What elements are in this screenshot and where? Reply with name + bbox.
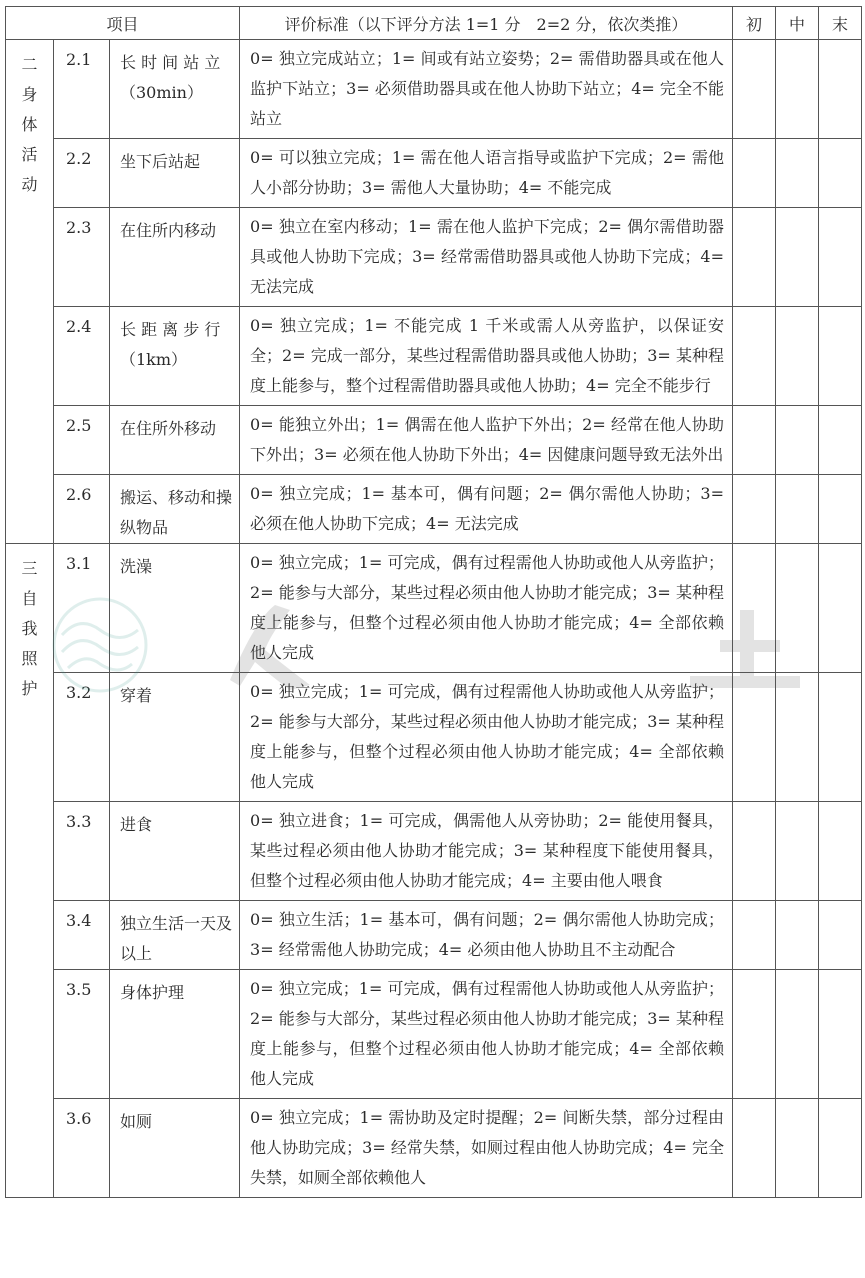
category-char: 二: [21, 55, 38, 74]
score-final-cell[interactable]: [819, 208, 862, 307]
table-row: [6, 673, 862, 802]
table-row: [6, 307, 862, 406]
score-middle-cell[interactable]: [776, 901, 819, 970]
item-name: 独立生活一天及以上: [110, 901, 240, 970]
item-name: 坐下后站起: [110, 139, 240, 208]
header-middle: 中: [776, 7, 819, 40]
score-initial-cell[interactable]: [733, 544, 776, 673]
score-initial-cell[interactable]: [733, 40, 776, 139]
item-criteria: 0= 独立完成；1= 可完成，偶有过程需他人协助或他人从旁监护；2= 能参与大部分，某些过程必须由他人协助才能完成；3= 某种程度上能参与，但整个过程必须由他人协助才能完成；4= 全部依赖他人完成: [240, 673, 733, 802]
score-final-cell[interactable]: [819, 970, 862, 1099]
score-final-cell[interactable]: [819, 406, 862, 475]
item-criteria: 0= 独立完成；1= 需协助及定时提醒；2= 间断失禁，部分过程由他人协助完成；3= 经常失禁，如厕过程由他人协助完成；4= 完全失禁，如厕全部依赖他人: [240, 1099, 733, 1198]
header-final: 末: [819, 7, 862, 40]
item-criteria: 0= 独立在室内移动；1= 需在他人监护下完成；2= 偶尔需借助器具或他人协助下完成；3= 经常需借助器具或他人协助下完成；4= 无法完成: [240, 208, 733, 307]
item-criteria: 0= 独立完成；1= 不能完成 1 千米或需人从旁监护，以保证安全；2= 完成一部分，某些过程需借助器具或他人协助；3= 某种程度上能参与，整个过程需借助器具或他人协助；4= 完全不能步行: [240, 307, 733, 406]
score-final-cell[interactable]: [819, 544, 862, 673]
item-number: 3.1: [54, 544, 110, 673]
category-char: 三: [21, 559, 38, 578]
item-name: 搬运、移动和操纵物品: [110, 475, 240, 544]
score-middle-cell[interactable]: [776, 307, 819, 406]
item-criteria: 0= 独立进食；1= 可完成，偶需他人从旁协助；2= 能使用餐具，某些过程必须由他人协助才能完成；3= 某种程度下能使用餐具，但整个过程必须由他人协助才能完成；4= 主要由他人喂食: [240, 802, 733, 901]
table-row: [6, 475, 862, 544]
header-item: 项目: [6, 7, 240, 40]
category-cell: [6, 40, 54, 544]
item-number: 2.4: [54, 307, 110, 406]
item-name: 长 距 离 步 行（1km）: [110, 307, 240, 406]
category-char: 照: [21, 649, 38, 668]
assessment-table: [5, 6, 862, 1198]
table-row: [6, 1099, 862, 1198]
score-initial-cell[interactable]: [733, 970, 776, 1099]
item-name: 洗澡: [110, 544, 240, 673]
score-final-cell[interactable]: [819, 139, 862, 208]
table-row: [6, 406, 862, 475]
table-row: [6, 901, 862, 970]
score-middle-cell[interactable]: [776, 970, 819, 1099]
score-middle-cell[interactable]: [776, 802, 819, 901]
item-criteria: 0= 可以独立完成；1= 需在他人语言指导或监护下完成；2= 需他人小部分协助；3= 需他人大量协助；4= 不能完成: [240, 139, 733, 208]
header-initial: 初: [733, 7, 776, 40]
item-criteria: 0= 独立完成站立；1= 间或有站立姿势；2= 需借助器具或在他人监护下站立；3= 必须借助器具或在他人协助下站立；4= 完全不能站立: [240, 40, 733, 139]
score-initial-cell[interactable]: [733, 208, 776, 307]
item-number: 3.5: [54, 970, 110, 1099]
item-criteria: 0= 独立完成；1= 基本可，偶有问题；2= 偶尔需他人协助；3= 必须在他人协助下完成；4= 无法完成: [240, 475, 733, 544]
table-row: [6, 208, 862, 307]
score-middle-cell[interactable]: [776, 673, 819, 802]
score-initial-cell[interactable]: [733, 307, 776, 406]
score-initial-cell[interactable]: [733, 475, 776, 544]
item-number: 3.4: [54, 901, 110, 970]
score-final-cell[interactable]: [819, 475, 862, 544]
score-middle-cell[interactable]: [776, 475, 819, 544]
table-row: [6, 544, 862, 673]
category-cell: [6, 544, 54, 1198]
item-number: 2.2: [54, 139, 110, 208]
score-final-cell[interactable]: [819, 1099, 862, 1198]
score-final-cell[interactable]: [819, 307, 862, 406]
category-char: 动: [21, 175, 38, 194]
item-name: 长 时 间 站 立（30min）: [110, 40, 240, 139]
score-initial-cell[interactable]: [733, 901, 776, 970]
item-criteria: 0= 独立完成；1= 可完成，偶有过程需他人协助或他人从旁监护；2= 能参与大部分，某些过程必须由他人协助才能完成；3= 某种程度上能参与，但整个过程必须由他人协助才能完成；4= 全部依赖他人完成: [240, 970, 733, 1099]
score-middle-cell[interactable]: [776, 544, 819, 673]
item-name: 如厕: [110, 1099, 240, 1198]
score-middle-cell[interactable]: [776, 139, 819, 208]
item-number: 2.5: [54, 406, 110, 475]
item-number: 2.3: [54, 208, 110, 307]
category-char: 护: [21, 679, 38, 698]
item-name: 进食: [110, 802, 240, 901]
score-initial-cell[interactable]: [733, 802, 776, 901]
category-char: 身: [21, 85, 38, 104]
score-middle-cell[interactable]: [776, 208, 819, 307]
item-number: 2.1: [54, 40, 110, 139]
score-initial-cell[interactable]: [733, 1099, 776, 1198]
table-row: [6, 970, 862, 1099]
category-char: 自: [21, 589, 38, 608]
header-criteria: 评价标准（以下评分方法 1=1 分 2=2 分，依次类推）: [240, 7, 733, 40]
item-number: 2.6: [54, 475, 110, 544]
table-header-row: [6, 7, 862, 40]
category-char: 我: [21, 619, 38, 638]
category-char: 体: [21, 115, 38, 134]
category-char: 活: [21, 145, 38, 164]
item-name: 穿着: [110, 673, 240, 802]
score-initial-cell[interactable]: [733, 673, 776, 802]
item-name: 在住所内移动: [110, 208, 240, 307]
table-row: [6, 802, 862, 901]
score-middle-cell[interactable]: [776, 1099, 819, 1198]
item-criteria: 0= 独立生活；1= 基本可，偶有问题；2= 偶尔需他人协助完成；3= 经常需他人协助完成；4= 必须由他人协助且不主动配合: [240, 901, 733, 970]
item-name: 身体护理: [110, 970, 240, 1099]
item-number: 3.2: [54, 673, 110, 802]
score-initial-cell[interactable]: [733, 406, 776, 475]
score-final-cell[interactable]: [819, 802, 862, 901]
score-middle-cell[interactable]: [776, 40, 819, 139]
item-number: 3.3: [54, 802, 110, 901]
score-final-cell[interactable]: [819, 673, 862, 802]
table-row: [6, 40, 862, 139]
item-number: 3.6: [54, 1099, 110, 1198]
score-initial-cell[interactable]: [733, 139, 776, 208]
table-row: [6, 139, 862, 208]
item-criteria: 0= 能独立外出；1= 偶需在他人监护下外出；2= 经常在他人协助下外出；3= 必须在他人协助下外出；4= 因健康问题导致无法外出: [240, 406, 733, 475]
item-criteria: 0= 独立完成；1= 可完成，偶有过程需他人协助或他人从旁监护；2= 能参与大部分，某些过程必须由他人协助才能完成；3= 某种程度上能参与，但整个过程必须由他人协助才能完成；4= 全部依赖他人完成: [240, 544, 733, 673]
score-middle-cell[interactable]: [776, 406, 819, 475]
item-name: 在住所外移动: [110, 406, 240, 475]
score-final-cell[interactable]: [819, 901, 862, 970]
score-final-cell[interactable]: [819, 40, 862, 139]
